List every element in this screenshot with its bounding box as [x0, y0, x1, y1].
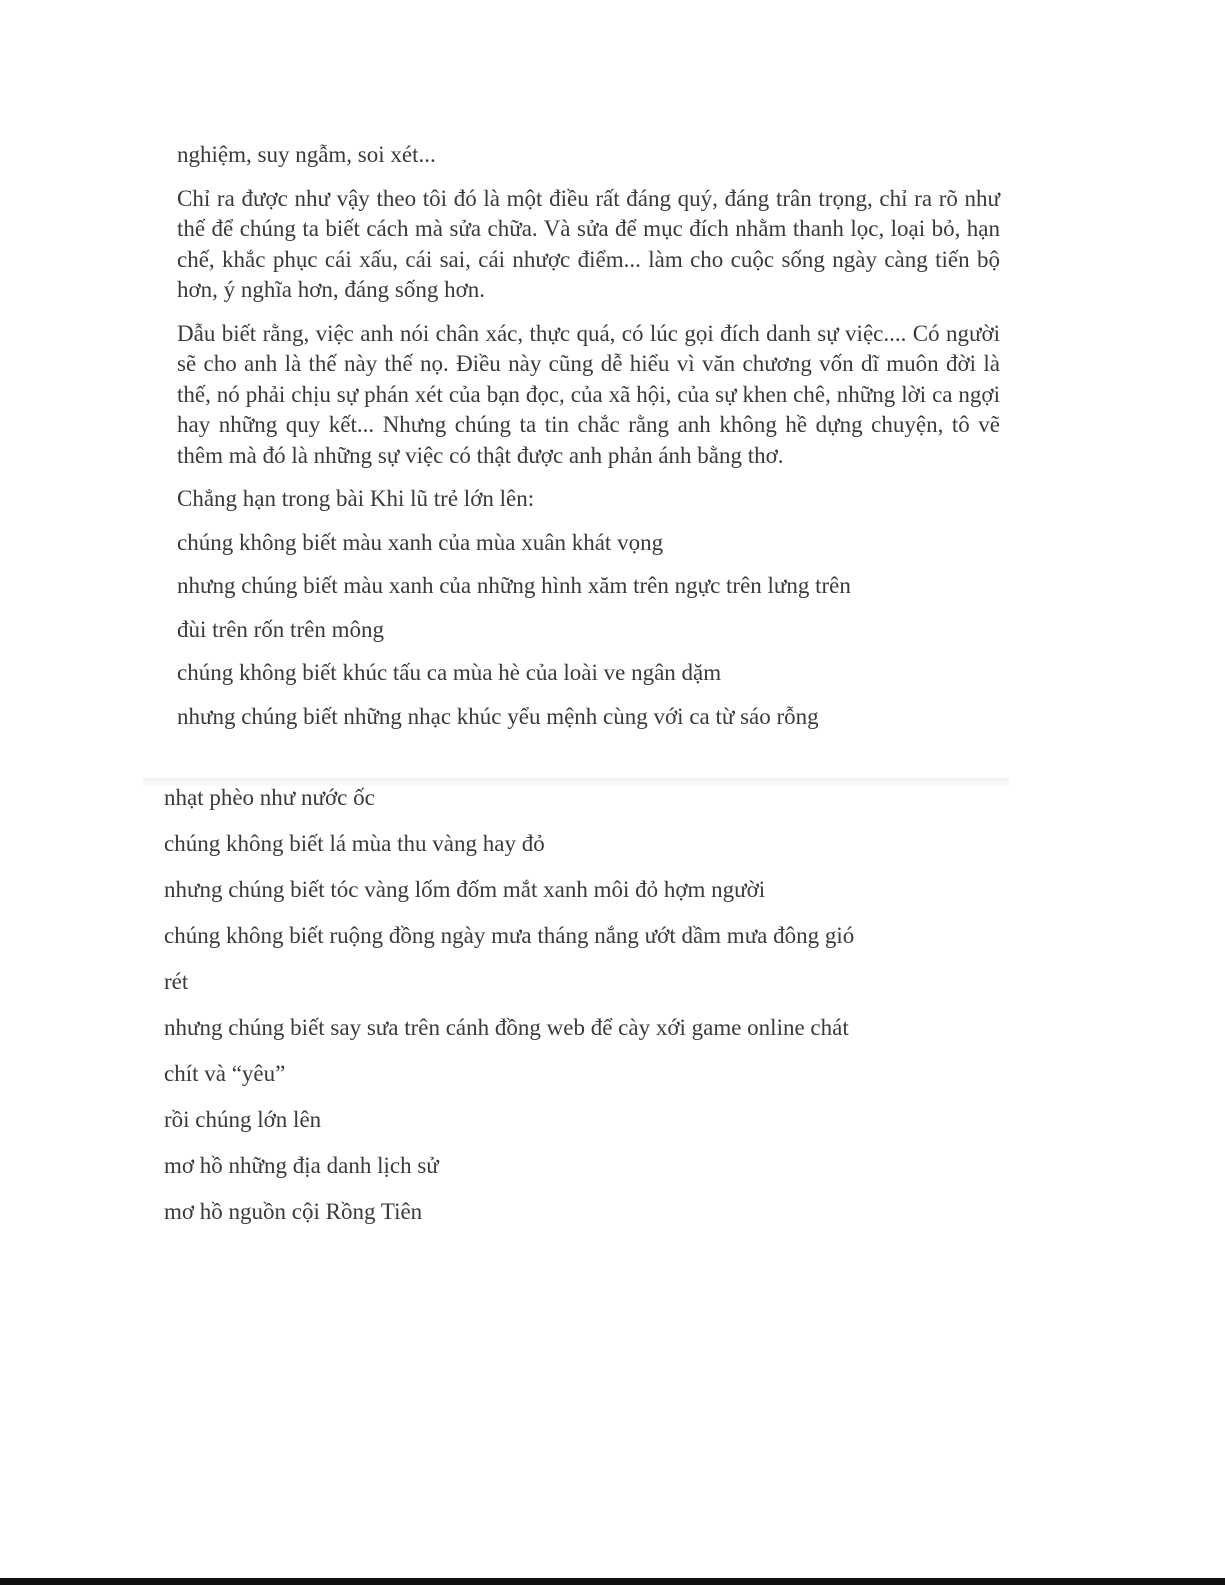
poem-line: chít và “yêu”: [164, 1061, 286, 1086]
poem-line: chúng không biết khúc tấu ca mùa hè của loài ve ngân dặm: [177, 660, 722, 685]
poem-line: mơ hồ những địa danh lịch sử: [164, 1153, 439, 1178]
poem-line: mơ hồ nguồn cội Rồng Tiên: [164, 1199, 423, 1224]
poem-line: đùi trên rốn trên mông: [177, 616, 384, 642]
poem-line: nhạt phèo như nước ốc: [164, 785, 375, 810]
poem-line: chúng không biết lá mùa thu vàng hay đỏ: [164, 831, 545, 856]
poem-line: nhưng chúng biết tóc vàng lốm đốm mắt xanh môi đỏ hợm người: [164, 877, 766, 902]
bottom-edge-bar: [0, 1578, 1225, 1585]
paragraph-3: Dẫu biết rằng, việc anh nói chân xác, thực quá, có lúc gọi đích danh sự việc.... Có người sẽ cho anh là thế này thế nọ. Điều này cũng dễ hiểu vì văn chương vốn dĩ muôn đời là thế, nó phải chịu sự phán xét của bạn đọc, của xã hội, của sự khen chê, những lời ca ngợi hay những quy kết... Nhưng chúng ta tin chắc rằng anh không hề dựng chuyện, tô vẽ thêm mà đó là những sự việc có thật được anh phản ánh bằng thơ.: [177, 320, 1000, 468]
poem-line: nhưng chúng biết say sưa trên cánh đồng web để cày xới game online chát: [164, 1015, 849, 1040]
lower-text-block: [164, 782, 1004, 1242]
paragraph-1: nghiệm, suy ngẫm, soi xét...: [177, 142, 436, 167]
poem-line: chúng không biết ruộng đồng ngày mưa tháng nắng ướt dầm mưa đông gió: [164, 923, 855, 948]
poem-line: nhưng chúng biết những nhạc khúc yểu mệnh cùng với ca từ sáo rỗng: [177, 703, 819, 729]
paragraph-2: Chỉ ra được như vậy theo tôi đó là một điều rất đáng quý, đáng trân trọng, chỉ ra rõ như thế để chúng ta biết cách mà sửa chữa. Và sửa để mục đích nhằm thanh lọc, loại bỏ, hạn chế, khắc phục cái xấu, cái sai, cái nhược điểm... làm cho cuộc sống ngày càng tiến bộ hơn, ý nghĩa hơn, đáng sống hơn.: [177, 185, 1000, 302]
poem-line: nhưng chúng biết màu xanh của những hình xăm trên ngực trên lưng trên: [177, 573, 851, 598]
poem-line: rét: [164, 969, 189, 994]
poem-line: rồi chúng lớn lên: [164, 1107, 322, 1132]
poem-line: chúng không biết màu xanh của mùa xuân khát vọng: [177, 529, 664, 555]
paragraph-4: Chẳng hạn trong bài Khi lũ trẻ lớn lên:: [177, 486, 535, 511]
upper-text-block: [177, 140, 1000, 745]
